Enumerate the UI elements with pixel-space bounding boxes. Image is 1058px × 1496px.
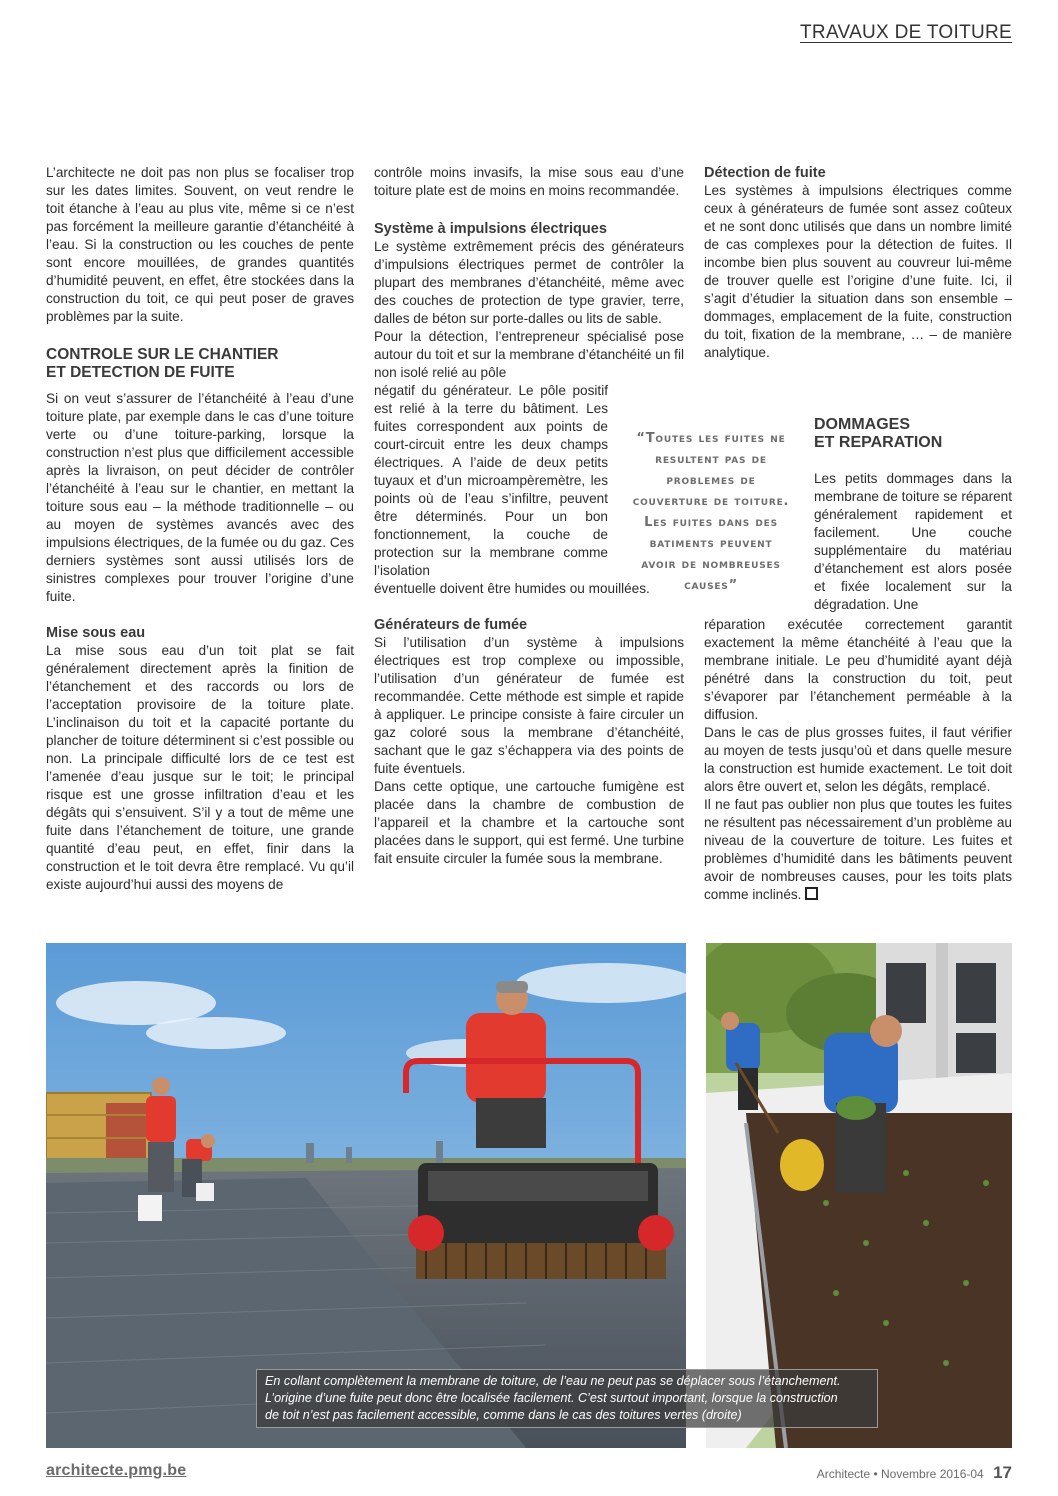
quote-line: avoir de nombreuses — [641, 557, 781, 572]
heading-line: ET REPARATION — [814, 434, 943, 451]
paragraph — [704, 796, 1012, 904]
quote-line: couverture de toiture. — [632, 494, 790, 509]
heading-line: ET DETECTION DE FUITE — [46, 364, 235, 381]
heading-impulsions: Système à impulsions électriques — [374, 221, 607, 237]
paragraph-text: Il ne faut pas oublier non plus que toutes les fuites ne résultent pas nécessairement d’un problème au niveau de la couverture de toiture. Les fuites et problèmes d’humidité dans les bâtiments peuvent avoir de nombreuses causes, pour les toits plats comme inclinés. — [704, 797, 1012, 902]
paragraph: contrôle moins invasifs, la mise sous eau d’une toiture plate est de moins en moins recommandée. — [374, 165, 684, 198]
paragraph: L’architecte ne doit pas non plus se focaliser trop sur les dates limites. Souvent, on veut rendre le toit étanche à l’eau au plus vite, même si ce n’est pas forcément la meilleure garantie d’étanchéité à l’eau. Si la construction ou les couches de pente sont encore mouillées, de grandes quantités d’humidité peuvent, en effet, être stockées dans la construction du toit, ce qui peut poser de graves problèmes par la suite. — [46, 165, 354, 324]
caption-line: L’origine d’une fuite peut donc être localisée facilement. C’est surtout important, lorsque la construction — [265, 1391, 838, 1405]
heading-controle — [46, 346, 354, 382]
quote-line: problemes de — [666, 473, 756, 488]
paragraph: Les petits dommages dans la membrane de toiture se réparent généralement rapidement et facilement. Une couche supplémentaire du matériau d’étanchement est alors posée et fixée localement sur la dégradation. Une — [814, 471, 1012, 612]
end-mark-icon — [805, 887, 818, 900]
column-1 — [46, 164, 354, 894]
page-number: 17 — [993, 1463, 1012, 1482]
quote-line: causes” — [684, 578, 738, 593]
paragraph: Dans cette optique, une cartouche fumigène est placée dans la chambre de combustion de l’appareil et la chambre et la cartouche sont placées dans le support, qui est fermé. Une turbine fait ensuite circuler la fumée sous la membrane. — [374, 779, 684, 866]
heading-fumee: Générateurs de fumée — [374, 617, 528, 633]
quote-line: resultent pas de — [655, 452, 767, 467]
quote-line: batiments peuvent — [649, 536, 773, 551]
paragraph: La mise sous eau d’un toit plat se fait généralement directement après la finition de l’étanchement et des raccords ou lors de l’acceptation provisoire de la toiture plate. L’inclinaison du toit et la capacité portante du plancher de toiture déterminent si c’est possible ou non. La principale difficulté lors de ce test est l’amenée d’eau jusque sur le toit; le principal risque est une grosse infiltration d’eau et les dégâts qui s’ensuivent. S’il y a tout de même une fuite dans l’étanchement de toiture, une grande quantité d’eau peut, en effet, finir dans la construction et le toit devra être remplacé. Vu qu’il existe aujourd’hui aussi des moyens de — [46, 643, 354, 892]
pull-quote — [620, 428, 802, 596]
heading-mise-sous-eau: Mise sous eau — [46, 625, 146, 641]
column-3 — [704, 164, 1012, 362]
heading-detection: Détection de fuite — [704, 165, 826, 181]
photo-caption — [256, 1369, 878, 1428]
paragraph: Les systèmes à impulsions électriques comme ceux à générateurs de fumée sont assez coûteux et ne sont donc utilisés que dans un nombre limité de cas complexes pour la détection de fuites. Il incombe bien plus souvent au couvreur lui-même de trouver quelle est l’origine d’une fuite. Ici, il s’agit d’étudier la situation dans son ensemble – dommages, emplacement de la fuite, construction du toit, fixation de la membrane, … – de manière analytique. — [704, 183, 1012, 360]
footer-issue — [817, 1463, 1012, 1483]
quote-line: “Toutes les fuites ne — [636, 431, 786, 446]
column-3b — [814, 416, 1012, 614]
section-label: TRAVAUX DE TOITURE — [800, 22, 1012, 43]
paragraph: négatif du générateur. Le pôle positif est relié à la terre du bâtiment. Les fuites correspondent aux points de court-circuit entre les deux champs électriques. A l’aide de deux petits tuyaux et d’un microampèremètre, les points où de l’eau s’infiltre, peuvent être déterminés. Pour un bon fonctionnement, la couche de protection sur la membrane comme l’isolation — [374, 383, 608, 578]
heading-dommages — [814, 416, 1012, 452]
heading-line: DOMMAGES — [814, 416, 910, 433]
footer-website-link[interactable]: architecte.pmg.be — [46, 1462, 187, 1479]
caption-line: En collant complètement la membrane de toiture, de l’eau ne peut pas se déplacer sous l’étanchement. — [265, 1374, 841, 1388]
paragraph: Dans le cas de plus grosses fuites, il faut vérifier au moyen de tests jusqu’où et dans quelle mesure la construction est humide exactement. Le toit doit alors être ouvert et, selon les dégâts, remplacé. — [704, 725, 1012, 794]
issue-label: Architecte • Novembre 2016-04 — [816, 1467, 984, 1481]
paragraph: Pour la détection, l’entrepreneur spécialisé pose autour du toit et sur la membrane d’étanchéité un fil non isolé relié au pôle — [374, 329, 684, 380]
paragraph: éventuelle doivent être humides ou mouillées. — [374, 581, 650, 596]
caption-line: de toit n’est pas facilement accessible, comme dans le cas des toitures vertes (droite) — [265, 1408, 742, 1422]
paragraph: Si l’utilisation d’un système à impulsions électriques est trop complexe ou impossible, l’utilisation d’un générateur de fumée est recommandée. Cette méthode est simple et rapide à appliquer. Le principe consiste à faire circuler un gaz coloré sous la membrane d’étanchéité, sachant que le gaz s’échappera via des points de fuite éventuels. — [374, 635, 684, 776]
paragraph: Si on veut s’assurer de l’étanchéité à l’eau d’une toiture plate, par exemple dans le cas d’une toiture verte ou d’une toiture-parking, lorsque la construction n’est plus que difficilement accessible après la livraison, on peut décider de contrôler l’étanchéité à l’eau sur le chantier, en mettant la toiture sous eau – la méthode traditionnelle – ou au moyen de systèmes avancés avec des impulsions électriques, de la fumée ou du gaz. Ces derniers systèmes sont aussi utilisés lors de sinistres complexes pour trouver l’origine d’une fuite. — [46, 391, 354, 604]
paragraph: réparation exécutée correctement garantit exactement la même étanchéité à l’eau que la membrane initiale. Le peu d’humidité ayant déjà pénétré dans la construction du toit, peut s’évaporer par l’étanchement perméable à la diffusion. — [704, 617, 1012, 722]
quote-line: Les fuites dans des — [644, 515, 778, 530]
heading-line: CONTROLE SUR LE CHANTIER — [46, 346, 279, 363]
paragraph: Le système extrêmement précis des générateurs d’impulsions électriques permet de contrôler la plupart des membranes d’étanchéité, même avec des couches de protection de type gravier, terre, dalles de béton sur porte-dalles ou lits de sable. — [374, 239, 684, 326]
column-3c — [704, 616, 1012, 904]
